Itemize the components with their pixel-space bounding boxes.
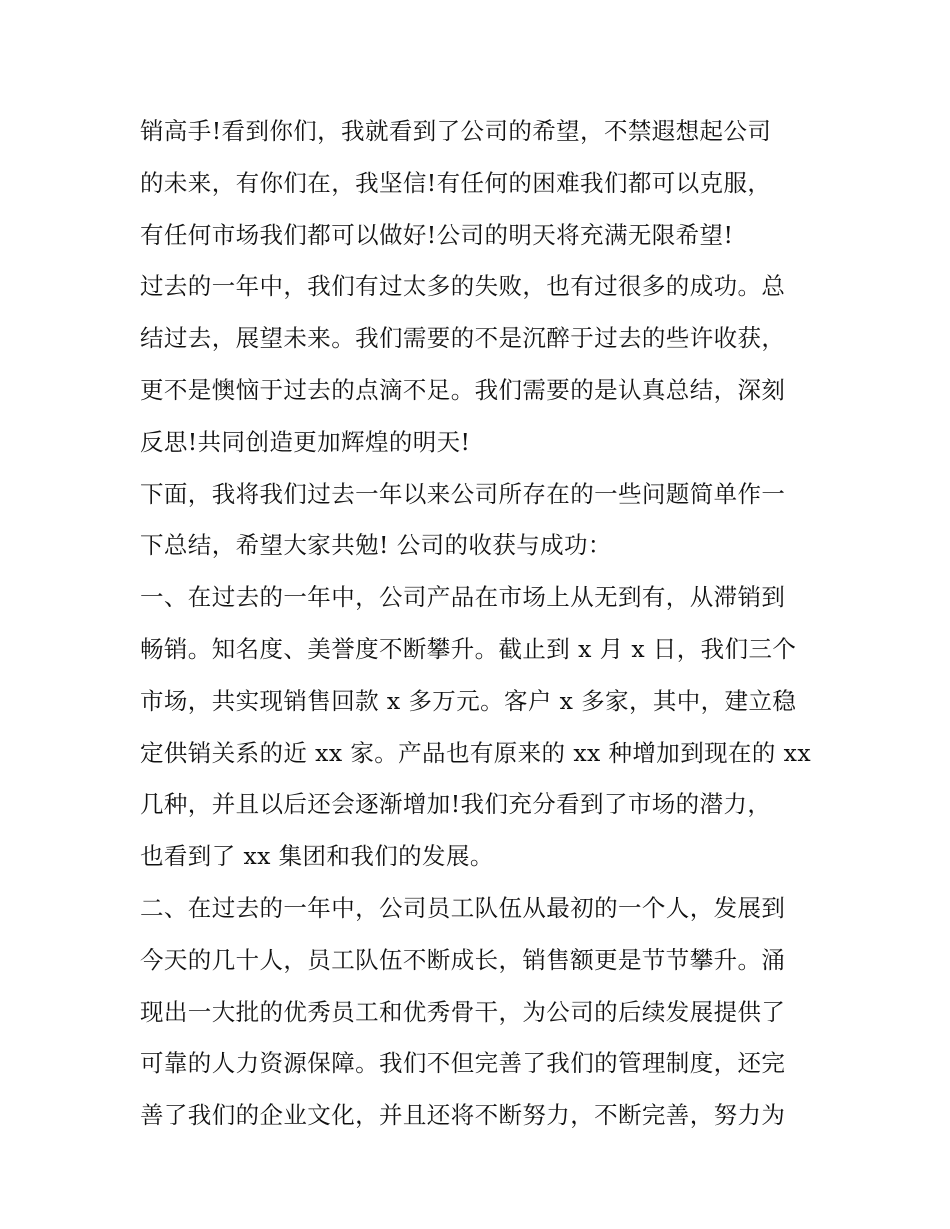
text-line: 可靠的人力资源保障。我们不但完善了我们的管理制度，还完 — [140, 1049, 786, 1078]
text-line: 有任何市场我们都可以做好!公司的明天将充满无限希望! — [140, 220, 734, 249]
text-line: 下总结，希望大家共勉! 公司的收获与成功： — [140, 531, 612, 560]
text-line: 市场，共实现销售回款 x 多万元。客户 x 多家，其中，建立稳 — [140, 686, 797, 715]
text-line: 更不是懊恼于过去的点滴不足。我们需要的是认真总结，深刻 — [140, 375, 786, 404]
text-line: 销高手!看到你们，我就看到了公司的希望，不禁遐想起公司 — [140, 117, 772, 145]
text-line: 几种，并且以后还会逐渐增加!我们充分看到了市场的潜力， — [140, 790, 772, 819]
text-line: 反思!共同创造更加辉煌的明天! — [140, 427, 471, 456]
text-line: 过去的一年中，我们有过太多的失败，也有过很多的成功。总 — [140, 272, 786, 301]
text-line: 今天的几十人，员工队伍不断成长，销售额更是节节攀升。涌 — [140, 945, 786, 974]
document-body — [140, 106, 820, 1142]
text-line: 定供销关系的近 xx 家。产品也有原来的 xx 种增加到现在的 xx — [140, 738, 811, 767]
text-line: 的未来，有你们在，我坚信!有任何的困难我们都可以克服， — [140, 168, 772, 197]
text-line: 一、在过去的一年中，公司产品在市场上从无到有，从滞销到 — [140, 583, 786, 612]
text-line: 也看到了 xx 集团和我们的发展。 — [140, 842, 494, 871]
text-line: 结过去，展望未来。我们需要的不是沉醉于过去的些许收获， — [140, 324, 786, 353]
text-line: 现出一大批的优秀员工和优秀骨干，为公司的后续发展提供了 — [140, 997, 786, 1026]
text-line: 畅销。知名度、美誉度不断攀升。截止到 x 月 x 日，我们三个 — [140, 634, 797, 663]
text-line: 善了我们的企业文化，并且还将不断努力，不断完善，努力为 — [140, 1101, 786, 1130]
text-line: 下面，我将我们过去一年以来公司所存在的一些问题简单作一 — [140, 479, 786, 508]
text-line: 二、在过去的一年中，公司员工队伍从最初的一个人，发展到 — [140, 893, 786, 922]
